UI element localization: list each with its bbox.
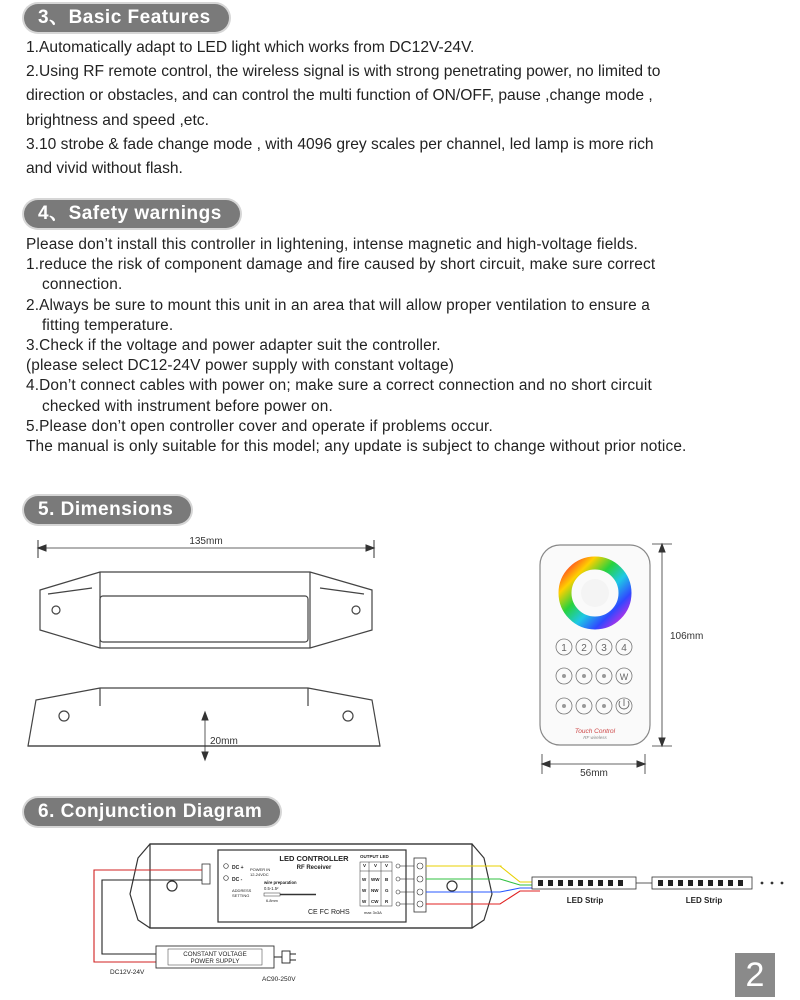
out-cell: B	[385, 877, 389, 882]
safety-item-3-note: (please select DC12-24V power supply with constant voltage)	[26, 357, 455, 375]
remote-height-dimension	[652, 544, 672, 746]
ac-plug-icon	[282, 951, 296, 963]
address-label: ADDRESS	[232, 888, 252, 893]
out-col-v: V	[363, 863, 367, 868]
remote-button-1: 1	[561, 643, 567, 654]
basic-line: 1.Automatically adapt to LED light which works from DC12V-24V.	[26, 39, 475, 56]
led-strip-1	[532, 877, 636, 889]
ellipsis-dots	[761, 882, 784, 885]
out-cell: W	[362, 877, 367, 882]
safety-item-3: 3.Check if the voltage and power adapter suit the controller.	[26, 337, 441, 355]
dc-plus-label: DC +	[232, 865, 244, 871]
led-strip-label-1: LED Strip	[566, 896, 604, 905]
out-cell: G	[385, 888, 389, 893]
power-supply-label-2: POWER SUPPLY	[190, 958, 240, 965]
out-col-v: V	[385, 863, 389, 868]
page-number: 2	[735, 953, 775, 997]
basic-line: 3.10 strobe & fade change mode , with 4096 grey scales per channel, led lamp is more rich	[26, 135, 654, 153]
basic-line: 2.Using RF remote control, the wireless signal is with strong penetrating power, no limited to	[26, 63, 661, 81]
height-label: 20mm	[210, 736, 238, 747]
basic-features-text	[26, 36, 774, 181]
dc-voltage-label: DC12V-24V	[110, 969, 145, 976]
remote-button-2: 2	[581, 643, 587, 654]
safety-item-4-cont: checked with instrument before power on.	[42, 397, 333, 415]
remote-button-w: W	[619, 672, 629, 682]
max-current-label: max 3x3A	[364, 910, 382, 915]
led-strip-2	[652, 877, 752, 889]
wire-size-label: 0.5-1.5²	[264, 886, 279, 891]
out-cell: CW	[371, 899, 379, 904]
basic-line: brightness and speed ,etc.	[26, 111, 209, 129]
out-cell: R	[385, 899, 389, 904]
safety-item-2-cont: fitting temperature.	[42, 316, 174, 334]
height-dimension	[202, 712, 208, 760]
power-supply-label-1: CONSTANT VOLTAGE	[183, 951, 247, 958]
remote-brand-sub: RF wireless	[583, 735, 607, 740]
remote-button-3: 3	[601, 643, 607, 654]
safety-warnings-text	[26, 235, 774, 457]
width-label: 135mm	[189, 536, 223, 547]
basic-line: and vivid without flash.	[26, 160, 183, 178]
section-title-basic-features: 3、Basic Features	[24, 4, 229, 32]
remote-button-4: 4	[621, 643, 627, 654]
remote-control	[540, 545, 650, 745]
safety-item-1: 1.reduce the risk of component damage and fire caused by short circuit, make sure correct	[26, 256, 656, 274]
wire-length-label: 6-8mm	[266, 899, 278, 903]
safety-item-1-cont: connection.	[42, 276, 123, 294]
output-led-label: OUTPUT LED	[360, 854, 389, 859]
basic-line: direction or obstacles, and can control the multi function of ON/OFF, pause ,change mode ,	[26, 87, 653, 105]
remote-brand: Touch Control	[574, 728, 616, 735]
controller-subtitle: RF Receiver	[296, 865, 332, 871]
safety-note: The manual is only suitable for this model; any update is subject to change without prior notice.	[26, 438, 687, 456]
out-cell: W	[362, 899, 367, 904]
conjunction-diagram	[0, 836, 800, 1000]
out-cell: NW	[371, 888, 379, 893]
section-title-safety-warnings: 4、Safety warnings	[24, 200, 240, 228]
dc-minus-label: DC -	[232, 877, 243, 883]
section-title-dimensions: 5. Dimensions	[24, 496, 191, 524]
dimensions-drawing	[0, 530, 800, 790]
safety-item-5: 5.Please don’t open controller cover and operate if problems occur.	[26, 417, 493, 435]
safety-item-2: 2.Always be sure to mount this unit in an area that will allow proper ventilation to ensure a	[26, 296, 650, 314]
power-in-label: POWER IN	[250, 867, 271, 872]
ac-voltage-label: AC90-250V	[262, 976, 296, 983]
certification-label: CE FC RoHS	[308, 909, 350, 916]
remote-height-label: 106mm	[670, 631, 704, 642]
led-strip-label-2: LED Strip	[685, 896, 723, 905]
section-title-conjunction-diagram: 6. Conjunction Diagram	[24, 798, 280, 826]
wire-prep-label: wire preparation	[264, 880, 297, 885]
out-col-v: V	[374, 863, 378, 868]
power-in-voltage: 12-24VDC	[250, 872, 269, 877]
out-cell: W	[362, 888, 367, 893]
setting-label: SETTING	[232, 893, 250, 898]
safety-item-4: 4.Don’t connect cables with power on; make sure a correct connection and no short circuit	[26, 377, 652, 395]
remote-width-label: 56mm	[580, 768, 608, 779]
controller-title: LED CONTROLLER	[279, 854, 349, 863]
safety-intro: Please don’t install this controller in lightening, intense magnetic and high-voltage fields.	[26, 236, 638, 253]
controller-top-view	[40, 572, 372, 648]
out-cell: WW	[371, 877, 380, 882]
